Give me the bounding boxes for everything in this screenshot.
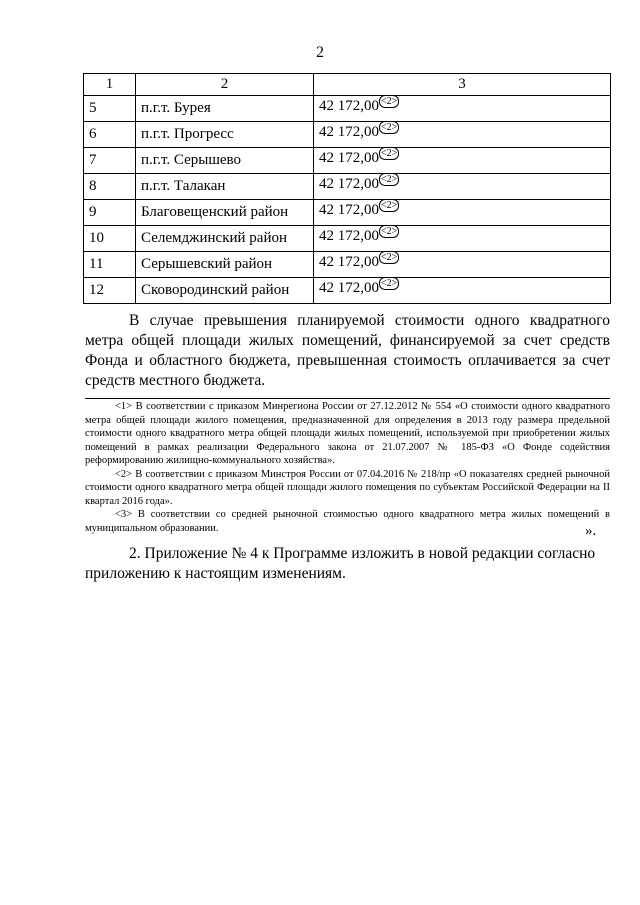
- footnote-reference: <2>: [381, 148, 398, 159]
- price-table: [83, 73, 611, 304]
- table-row: [84, 122, 611, 148]
- price-value: 42 172,00: [319, 202, 379, 218]
- price-value: 42 172,00: [319, 176, 379, 192]
- price-value: 42 172,00: [319, 228, 379, 244]
- price-cell: [314, 226, 611, 252]
- price-cell: [314, 278, 611, 304]
- footnote-divider: [85, 398, 610, 399]
- footnote-reference: <2>: [381, 200, 398, 211]
- table-row: [84, 174, 611, 200]
- settlement-name: п.г.т. Прогресс: [136, 122, 314, 148]
- row-number: 6: [84, 122, 136, 148]
- settlement-name: Сковородинский район: [136, 278, 314, 304]
- footnote-reference: <2>: [381, 96, 398, 107]
- paragraph-appendix-4: 2. Приложение № 4 к Программе изложить в новой редакции согласно приложению к настоящим изменениям.: [85, 545, 596, 582]
- price-value: 42 172,00: [319, 254, 379, 270]
- table-row: [84, 148, 611, 174]
- price-cell: [314, 122, 611, 148]
- page-number: 2: [316, 44, 324, 61]
- price-cell: [314, 200, 611, 226]
- paragraph-cost-exceeding: В случае превышения планируемой стоимости одного квадратного метра общей площади жилых помещений, финансируемой за счет средств Фонда и областного бюджета, превышенная стоимость оплачивается за счет средств местного бюджета.: [85, 312, 610, 389]
- footnote-reference: <2>: [381, 278, 398, 289]
- footnote-reference: <2>: [381, 122, 398, 133]
- price-value: 42 172,00: [319, 124, 379, 140]
- price-cell: [314, 148, 611, 174]
- table-row: [84, 252, 611, 278]
- footnote-reference: <2>: [381, 174, 398, 185]
- footnote-3: <3> В соответствии со средней рыночной стоимостью одного квадратного метра жилых помещений в муниципальном образовании.: [85, 509, 610, 534]
- settlement-name: Благовещенский район: [136, 200, 314, 226]
- row-number: 7: [84, 148, 136, 174]
- price-value: 42 172,00: [319, 280, 379, 296]
- footnote-1: <1> В соответствии с приказом Минрегиона России от 27.12.2012 № 554 «О стоимости одного квадратного метра общей площади жилого помещения, предназначенной для определения в 2013 году размера предельной стоимости одного квадратного метра общей площади жилых помещений, используемой при приобретении жилых помещений в рамках реализации Федерального закона от 21.07.2007 № 185-ФЗ «О Фонде содействия реформированию жилищно-коммунального хозяйства».: [85, 401, 610, 466]
- settlement-name: п.г.т. Серышево: [136, 148, 314, 174]
- column-header: 2: [136, 74, 314, 96]
- price-cell: [314, 252, 611, 278]
- footnotes: [85, 400, 610, 535]
- settlement-name: Селемджинский район: [136, 226, 314, 252]
- price-value: 42 172,00: [319, 98, 379, 114]
- table-row: [84, 200, 611, 226]
- settlement-name: Серышевский район: [136, 252, 314, 278]
- row-number: 5: [84, 96, 136, 122]
- table-row: [84, 96, 611, 122]
- row-number: 10: [84, 226, 136, 252]
- closing-quote: ».: [585, 523, 597, 539]
- row-number: 8: [84, 174, 136, 200]
- settlement-name: п.г.т. Бурея: [136, 96, 314, 122]
- row-number: 11: [84, 252, 136, 278]
- table-row: [84, 226, 611, 252]
- row-number: 9: [84, 200, 136, 226]
- settlement-name: п.г.т. Талакан: [136, 174, 314, 200]
- column-header: 1: [84, 74, 136, 96]
- price-cell: [314, 96, 611, 122]
- footnote-reference: <2>: [381, 226, 398, 237]
- price-cell: [314, 174, 611, 200]
- table-row: [84, 278, 611, 304]
- column-header: 3: [314, 74, 611, 96]
- table-header-row: [84, 74, 611, 96]
- row-number: 12: [84, 278, 136, 304]
- footnote-2: <2> В соответствии с приказом Минстроя России от 07.04.2016 № 218/пр «О показателях средней рыночной стоимости одного квадратного метра общей площади жилого помещения по субъектам Российской Федерации на II квартал 2016 года».: [85, 468, 610, 507]
- footnote-reference: <2>: [381, 252, 398, 263]
- price-value: 42 172,00: [319, 150, 379, 166]
